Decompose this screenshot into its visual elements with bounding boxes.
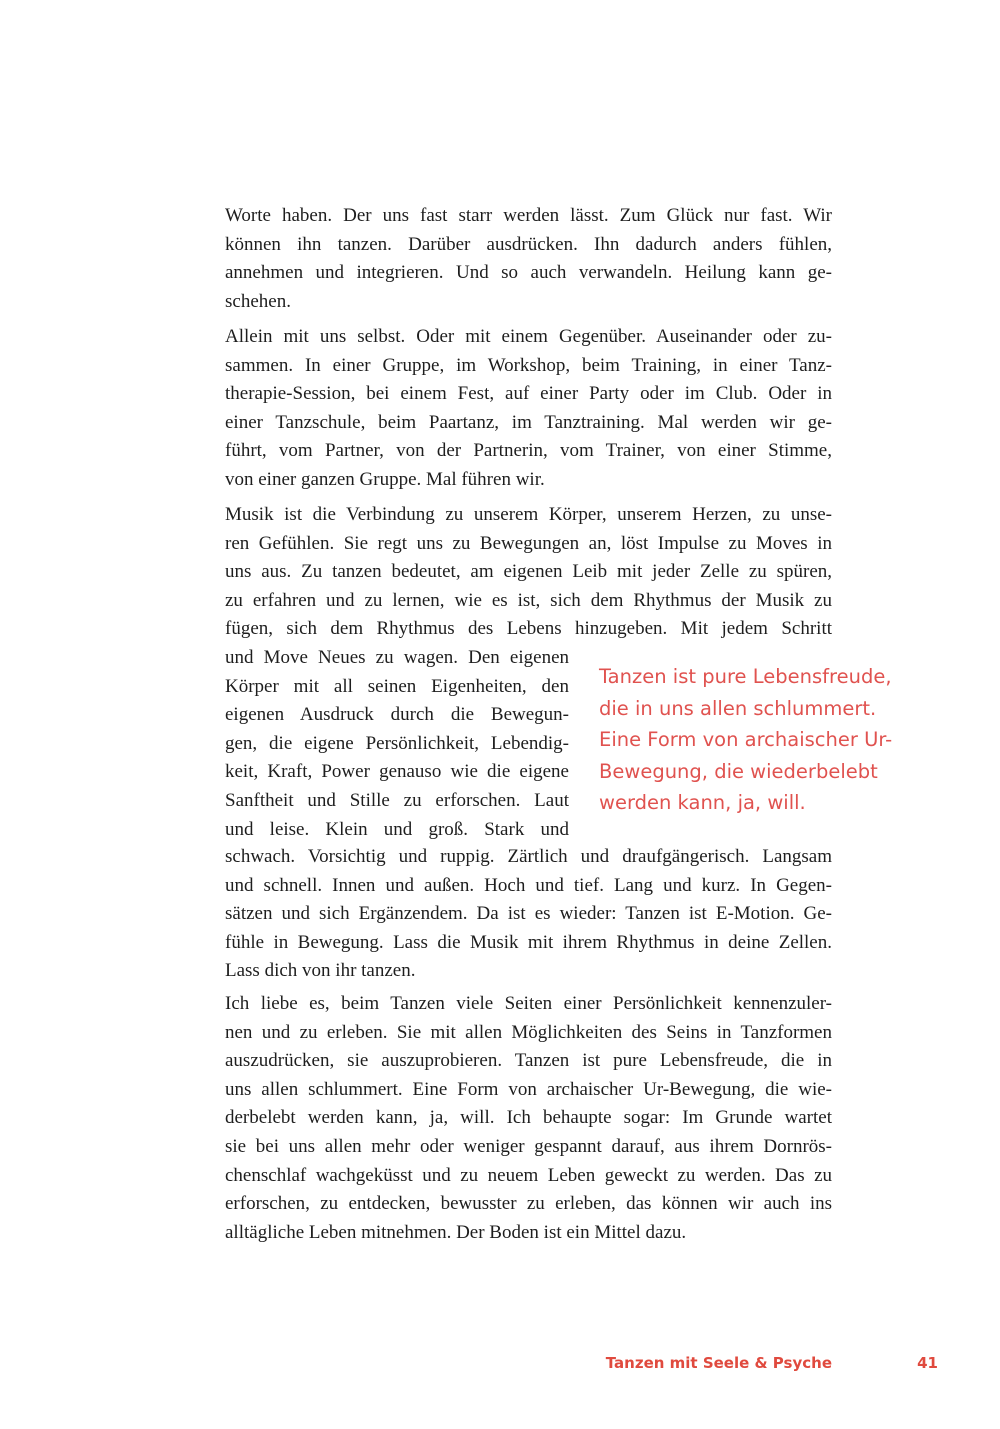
text-line: erforschen, zu entdecken, bewusster zu erleben, das können wir auch ins: [225, 1193, 832, 1215]
text-line: einer Tanzschule, beim Paartanz, im Tanztraining. Mal werden wir ge-: [225, 411, 832, 433]
text-line: Allein mit uns selbst. Oder mit einem Gegenüber. Auseinander oder zu-: [225, 326, 832, 347]
text-line: eigenen Ausdruck durch die Bewegun-: [225, 704, 569, 726]
paragraph-3: [225, 501, 832, 644]
text-line: und schnell. Innen und außen. Hoch und tief. Lang und kurz. In Gegen-: [225, 874, 832, 896]
text-line: sammen. In einer Gruppe, im Workshop, beim Training, in einer Tanz-: [225, 354, 832, 376]
text-line: und Move Neues zu wagen. Den eigenen: [225, 647, 569, 668]
text-line: alltägliche Leben mitnehmen. Der Boden ist ein Mittel dazu.: [225, 1221, 687, 1243]
text-line: Worte haben. Der uns fast starr werden lässt. Zum Glück nur fast. Wir: [225, 205, 832, 226]
paragraph-1: [225, 202, 832, 316]
text-line: nen und zu erleben. Sie mit allen Möglichkeiten des Seins in Tanzformen: [225, 1021, 832, 1043]
text-line: uns allen schlummert. Eine Form von archaischer Ur-Bewegung, die wie-: [225, 1078, 832, 1100]
pull-quote-line: werden kann, ja, will.: [599, 791, 806, 815]
text-line: Sanftheit und Stille zu erforschen. Laut: [225, 789, 569, 811]
text-line: fühle in Bewegung. Lass die Musik mit ihrem Rhythmus in deine Zellen.: [225, 931, 832, 953]
text-line: Körper mit all seinen Eigenheiten, den: [225, 675, 569, 697]
text-line: sie bei uns allen mehr oder weniger gespannt darauf, aus ihrem Dornrös-: [225, 1135, 832, 1157]
text-line: ren Gefühlen. Sie regt uns zu Bewegungen an, löst Impulse zu Moves in: [225, 532, 832, 554]
text-line: derbelebt werden kann, ja, will. Ich behaupte sogar: Im Grunde wartet: [225, 1107, 832, 1129]
pull-quote-line: Bewegung, die wiederbelebt: [599, 759, 878, 783]
paragraph-4: [225, 990, 832, 1247]
text-line: und leise. Klein und groß. Stark und: [225, 818, 569, 840]
text-line: zu erfahren und zu lernen, wie es ist, sich dem Rhythmus der Musik zu: [225, 589, 832, 611]
page-number: 41: [917, 1354, 938, 1372]
text-line: schehen.: [225, 290, 291, 312]
text-line: führt, vom Partner, von der Partnerin, vom Trainer, von einer Stimme,: [225, 440, 832, 462]
text-line: auszudrücken, sie auszuprobieren. Tanzen ist pure Lebensfreude, die in: [225, 1050, 832, 1072]
running-footer-title: Tanzen mit Seele & Psyche: [605, 1354, 832, 1372]
paragraph-3-continued: [225, 843, 832, 986]
pull-quote: [599, 661, 919, 819]
text-line: chenschlaf wachgeküsst und zu neuem Leben geweckt zu werden. Das zu: [225, 1164, 832, 1186]
text-line: keit, Kraft, Power genauso wie die eigene: [225, 761, 569, 783]
text-line: von einer ganzen Gruppe. Mal führen wir.: [225, 468, 545, 490]
text-line: therapie-Session, bei einem Fest, auf einer Party oder im Club. Oder in: [225, 383, 832, 405]
pull-quote-line: Eine Form von archaischer Ur-: [599, 728, 893, 752]
text-line: uns aus. Zu tanzen bedeutet, am eigenen Leib mit jeder Zelle zu spüren,: [225, 561, 832, 583]
text-line: Ich liebe es, beim Tanzen viele Seiten einer Persönlichkeit kennenzuler-: [225, 993, 832, 1014]
pull-quote-line: die in uns allen schlummert.: [599, 696, 877, 720]
text-line: annehmen und integrieren. Und so auch verwandeln. Heilung kann ge-: [225, 262, 832, 284]
paragraph-3-narrow: [225, 644, 569, 844]
text-line: können ihn tanzen. Darüber ausdrücken. Ihn dadurch anders fühlen,: [225, 233, 832, 255]
text-line: schwach. Vorsichtig und ruppig. Zärtlich und draufgängerisch. Langsam: [225, 846, 832, 867]
text-line: Musik ist die Verbindung zu unserem Körper, unserem Herzen, zu unse-: [225, 504, 832, 525]
text-line: Lass dich von ihr tanzen.: [225, 960, 416, 982]
paragraph-2: [225, 323, 832, 495]
pull-quote-line: Tanzen ist pure Lebensfreude,: [599, 665, 892, 688]
text-line: sätzen und sich Ergänzendem. Da ist es wieder: Tanzen ist E-Motion. Ge-: [225, 903, 832, 925]
text-line: gen, die eigene Persönlichkeit, Lebendig-: [225, 732, 569, 754]
text-line: fügen, sich dem Rhythmus des Lebens hinzugeben. Mit jedem Schritt: [225, 618, 832, 640]
